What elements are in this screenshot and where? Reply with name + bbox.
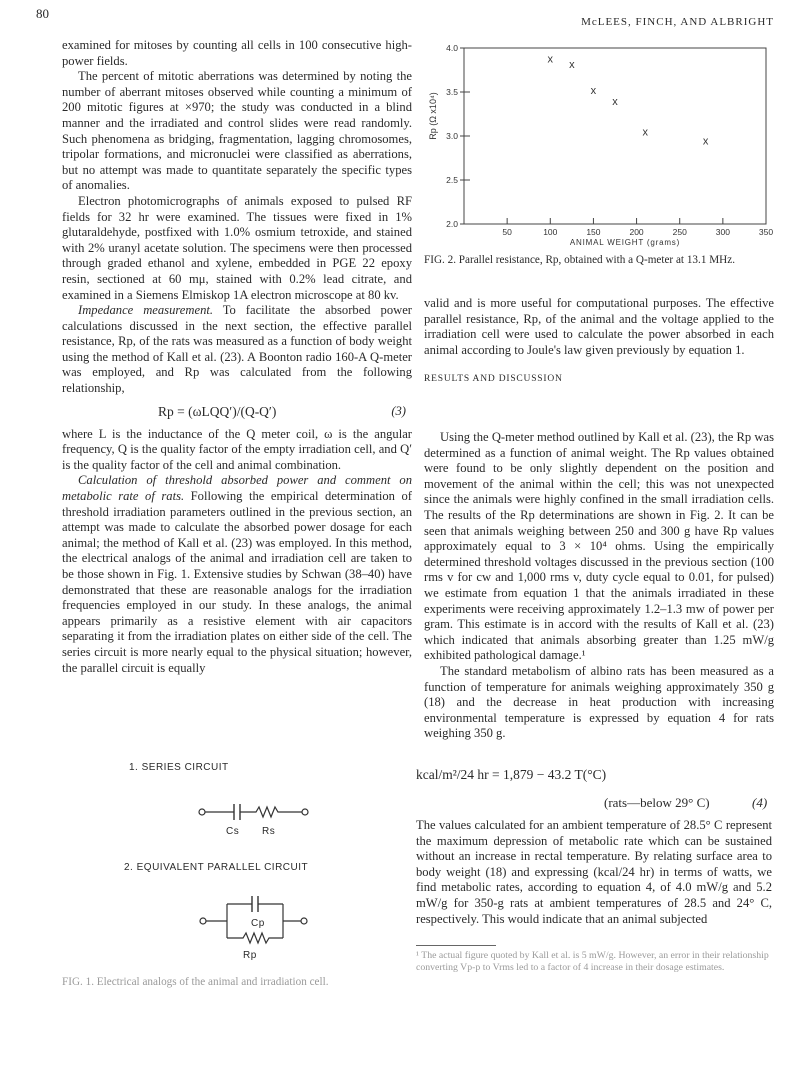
figure-1-caption: FIG. 1. Electrical analogs of the animal and irradiation cell. — [62, 976, 329, 988]
equation-4-condition: (rats—below 29° C) — [604, 795, 710, 810]
paragraph: where L is the inductance of the Q meter coil, ω is the angular frequency, Q is the quality factor of the empty irradiation cell, and Q′ is the quality factor of the cell and animal combination. — [62, 426, 412, 472]
cs-label: Cs — [226, 826, 240, 837]
y-tick-label: 3.0 — [446, 131, 458, 141]
page-number: 80 — [36, 6, 49, 21]
data-point: x — [702, 135, 709, 148]
figure-2-chart — [424, 38, 780, 250]
subsection-title: Calculation of threshold absorbed power and comment on metabolic rate of rats. — [62, 473, 412, 504]
right-column-bottom — [416, 818, 772, 927]
left-column — [62, 38, 412, 676]
running-head: McLEES, FINCH, AND ALBRIGHT — [581, 16, 774, 28]
x-tick-label: 100 — [543, 227, 558, 237]
series-circuit-diagram — [190, 795, 320, 845]
paragraph-text: Following the empirical determination of threshold irradiation parameters outlined in the previous section, an attempt was made to calculate the absorbed power dosage for each animal; the method of Kall et al. (23) was employed. In this method, the electrical analogs of the animal and irradiation cell are taken to be those shown in Fig. 1. Extensive studies by Schwan (38–40) have demonstrated that these are reasonable analogs for the irradiation frequencies employed in our study. In these analogs, the animal appears primarily as a resistive element with air capacitors separating it from the irradiation plates on either side of the cell. The series circuit is more nearly equal to the physical situation; however, the parallel circuit is equally — [62, 489, 412, 675]
x-tick-label: 300 — [715, 227, 730, 237]
paragraph: examined for mitoses by counting all cells in 100 consecutive high-power fields. — [62, 38, 412, 68]
data-point: x — [612, 95, 618, 108]
equation-4: kcal/m²/24 hr = 1,879 − 43.2 T(°C) — [416, 767, 607, 782]
data-point: x — [590, 85, 597, 98]
right-column-middle — [424, 430, 774, 742]
x-tick-label: 150 — [586, 227, 601, 237]
x-tick-label: 350 — [758, 227, 774, 237]
data-point: x — [569, 58, 575, 71]
paragraph: The values calculated for an ambient temperature of 28.5° C represent the maximum depression of metabolic rate which can be sustained without an increase in rectal temperature. By relating surface area to body weight (18) and expressing (kcal/24 hr) in terms of watts, we find metabolic rates, according to equation 4, of 4.0 mW/g and 5.2 mW/g for 350-g rats at ambient temperatures of 28.5 and 24° C, respectively. This would indicate that an animal subjected — [416, 818, 772, 926]
equation-text: Rp = (ωLQQ′)/(Q-Q′) — [158, 403, 277, 419]
y-axis-label: Rp (Ω x10⁴) — [428, 92, 438, 140]
paragraph: valid and is more useful for computational purposes. The effective parallel resistance, Rp, of the animal and the voltage applied to the irradiation cell were used to calculate the power absorbed in each animal according to Joule's law given previously by equation 1. — [424, 296, 774, 357]
y-tick-label: 2.0 — [446, 219, 458, 229]
paragraph: The percent of mitotic aberrations was determined by noting the number of aberrant mitoses observed while counting a minimum of 200 mitotic figures at ×970; the study was conducted in a blind manner and the irradiated and control slides were read randomly. Such phenomena as bridging, fragmentation, lagging chromosomes, tripolar formations, and micronuclei were classified as aberrations, but no attempt was made to quantitate separately the specific types of anomalies. — [62, 69, 412, 193]
subsection-title: Impedance measurement. — [78, 303, 214, 318]
section-heading: RESULTS AND DISCUSSION — [424, 374, 563, 385]
parallel-circuit-label: 2. EQUIVALENT PARALLEL CIRCUIT — [124, 862, 309, 873]
equation-number: (3) — [391, 403, 406, 418]
footnote-rule — [416, 945, 496, 946]
plot-frame — [464, 48, 766, 224]
paragraph: The standard metabolism of albino rats has been measured as a function of temperature for animals weighing approximately 350 g (18) and the decrease in heat production with increasing environmental temperature is expressed by equation 4 for rats weighing 350 g. — [424, 663, 774, 741]
x-axis-label: ANIMAL WEIGHT (grams) — [569, 238, 681, 247]
paragraph-text: To facilitate the absorbed power calculations discussed in the next section, the effective parallel resistance, Rp, of the rats was measured as a function of body weight using the method of Kall et al. (23). A Boonton radio 160-A Q-meter was employed, and Rp was calculated from the following relationship, — [62, 303, 412, 396]
data-point: x — [642, 126, 648, 139]
rs-label: Rs — [262, 826, 276, 837]
paragraph: Using the Q-meter method outlined by Kall et al. (23), the Rp was determined as a function of animal weight. The Rp values obtained were found to be only slightly dependent on the position and movement of the animal within the cell; this was not unexpected since the animals were highly confined in the small irradiation cells. The results of the Rp determinations are shown in Fig. 2. It can be seen that animals weighing between 250 and 300 g have Rp values approximately equal to 3 × 10⁴ ohms. Using the empirically determined threshold voltages discussed in the previous section (100 rms v for cw and 1,000 rms v, duty cycle equal to 0.01, for pulsed) we estimate from equation 1 that the animals irradiated in these experiments were receiving approximately 1.2–1.3 mw of power per gram. This estimate is in accord with the results of Kall et al. (23) which indicated that animals absorbing greater than 1.25 mW/g exhibited pathological damage.¹ — [424, 430, 774, 663]
rp-label: Rp — [243, 950, 257, 961]
data-point: x — [547, 53, 554, 66]
paragraph — [62, 473, 412, 676]
x-tick-label: 50 — [502, 227, 512, 237]
y-tick-label: 4.0 — [446, 43, 458, 53]
equation-4-number: (4) — [752, 795, 768, 810]
equation-3 — [62, 397, 412, 427]
paragraph: Electron photomicrographs of animals exposed to pulsed RF fields for 32 hr were examined. The tissues were fixed in 1% glutaraldehyde, postfixed with 1.0% osmium tetroxide, and stained with 2% uranyl acetate solution. The specimens were then processed through graded ethanol and xylene, embedded in PGE 22 epoxy resin, sectioned at 60 mμ, stained with 0.2% lead citrate, and examined in a Siemens Elmiskop 1A electron microscope at 80 kv. — [62, 193, 412, 302]
footnote: ¹ The actual figure quoted by Kall et al. is 5 mW/g. However, an error in their relationship converting Vp-p to Vrms led to a factor of 4 increase in their dosage estimates. — [416, 950, 769, 973]
right-column-top — [424, 296, 774, 400]
x-tick-label: 250 — [672, 227, 687, 237]
y-tick-label: 2.5 — [446, 175, 458, 185]
figure-2-caption: FIG. 2. Parallel resistance, Rp, obtained with a Q-meter at 13.1 MHz. — [424, 254, 735, 266]
paragraph — [62, 303, 412, 397]
series-circuit-label: 1. SERIES CIRCUIT — [129, 762, 229, 773]
y-tick-label: 3.5 — [446, 87, 458, 97]
cp-label: Cp — [251, 918, 265, 929]
x-tick-label: 200 — [629, 227, 644, 237]
